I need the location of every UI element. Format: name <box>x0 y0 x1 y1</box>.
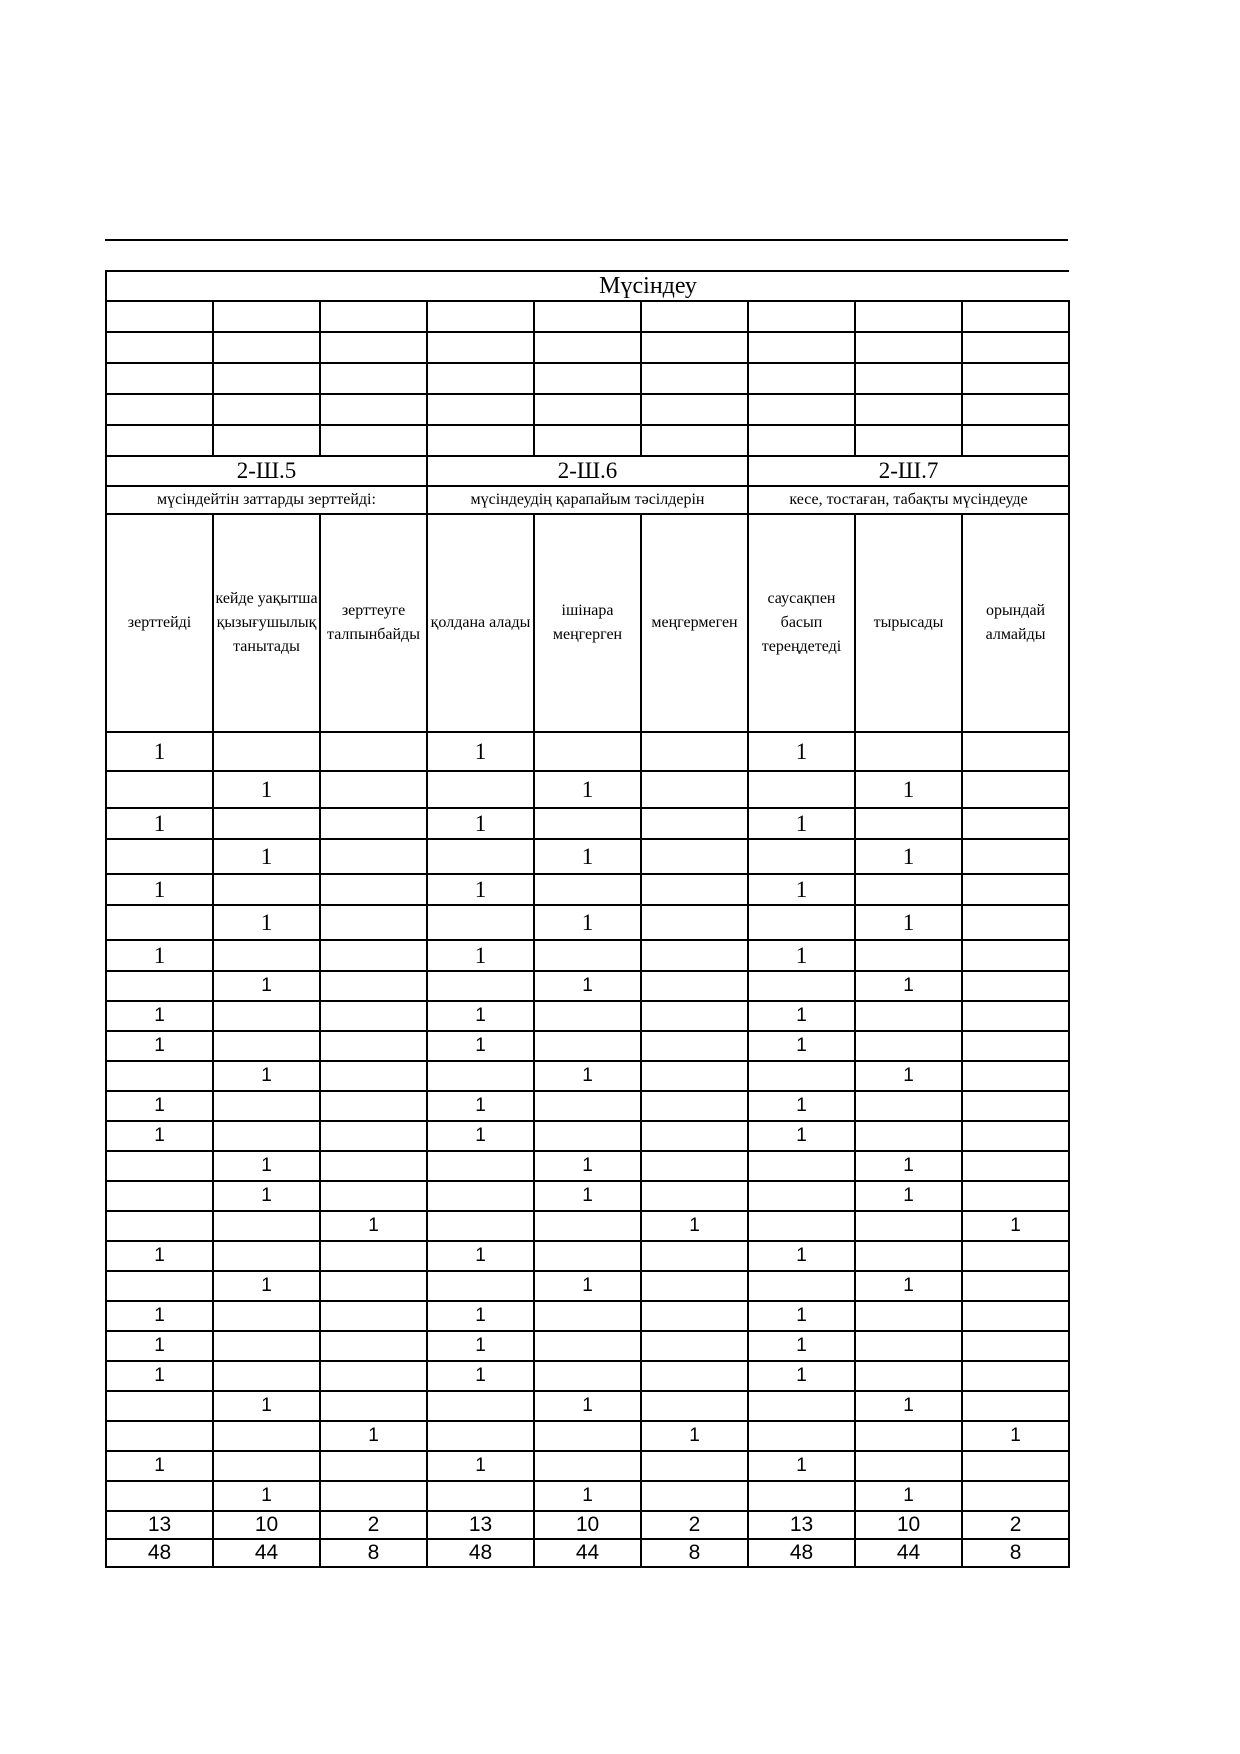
table-row <box>106 1121 1069 1151</box>
mark-cell <box>320 1181 427 1211</box>
mark-cell <box>641 1151 748 1181</box>
mark-cell <box>213 732 320 771</box>
group-description: мүсіндейтін заттарды зерттейді: <box>106 486 427 514</box>
mark-cell <box>962 1241 1069 1271</box>
total-cell: 13 <box>427 1511 534 1539</box>
mark-cell: 1 <box>106 1301 213 1331</box>
table-row <box>106 732 1069 771</box>
mark-cell: 1 <box>855 1181 962 1211</box>
mark-cell: 1 <box>106 1091 213 1121</box>
mark-cell <box>534 1121 641 1151</box>
table-row <box>106 1031 1069 1061</box>
mark-cell <box>106 771 213 808</box>
mark-cell: 1 <box>106 1001 213 1031</box>
mark-cell: 1 <box>106 1331 213 1361</box>
mark-cell <box>641 1301 748 1331</box>
table-row <box>106 1271 1069 1301</box>
mark-cell: 1 <box>534 771 641 808</box>
assessment-table <box>105 270 1070 1568</box>
mark-cell: 1 <box>748 808 855 839</box>
mark-cell <box>213 1361 320 1391</box>
mark-cell <box>641 1271 748 1301</box>
mark-cell: 1 <box>534 1151 641 1181</box>
mark-cell: 1 <box>534 1061 641 1091</box>
mark-cell <box>427 1151 534 1181</box>
column-header: меңгермеген <box>641 514 748 732</box>
mark-cell <box>962 1181 1069 1211</box>
totals-row <box>106 1511 1069 1539</box>
total-cell: 2 <box>641 1511 748 1539</box>
mark-cell: 1 <box>106 1241 213 1271</box>
mark-cell: 1 <box>855 971 962 1001</box>
mark-cell <box>855 1301 962 1331</box>
mark-cell: 1 <box>962 1211 1069 1241</box>
mark-cell <box>855 1331 962 1361</box>
mark-cell <box>534 1331 641 1361</box>
mark-cell <box>534 732 641 771</box>
mark-cell <box>748 1181 855 1211</box>
column-header: кейде уақытша қызығушылық танытады <box>213 514 320 732</box>
mark-cell: 1 <box>427 1451 534 1481</box>
mark-cell: 1 <box>534 1481 641 1511</box>
total-cell: 10 <box>534 1511 641 1539</box>
mark-cell <box>641 1031 748 1061</box>
mark-cell <box>962 874 1069 905</box>
blank-row <box>106 301 1069 332</box>
mark-cell <box>213 874 320 905</box>
blank-row <box>106 363 1069 394</box>
mark-cell <box>641 839 748 874</box>
mark-cell: 1 <box>534 1181 641 1211</box>
mark-cell <box>106 1181 213 1211</box>
mark-cell: 1 <box>427 874 534 905</box>
mark-cell <box>320 1241 427 1271</box>
mark-cell: 1 <box>748 1121 855 1151</box>
table-row <box>106 905 1069 940</box>
mark-cell: 1 <box>213 771 320 808</box>
column-header: зерттеуге талпынбайды <box>320 514 427 732</box>
mark-cell <box>427 1211 534 1241</box>
mark-cell: 1 <box>855 1481 962 1511</box>
mark-cell: 1 <box>748 1001 855 1031</box>
mark-cell <box>855 808 962 839</box>
mark-cell: 1 <box>855 1391 962 1421</box>
mark-cell <box>748 771 855 808</box>
mark-cell <box>427 1181 534 1211</box>
mark-cell <box>106 1151 213 1181</box>
column-header: ішінара меңгерген <box>534 514 641 732</box>
mark-cell: 1 <box>213 1061 320 1091</box>
mark-cell <box>641 874 748 905</box>
mark-cell <box>213 1241 320 1271</box>
mark-cell <box>962 1151 1069 1181</box>
mark-cell: 1 <box>213 1181 320 1211</box>
mark-cell <box>641 1391 748 1421</box>
table-row <box>106 771 1069 808</box>
mark-cell: 1 <box>641 1421 748 1451</box>
blank-row <box>106 425 1069 456</box>
mark-cell <box>855 1121 962 1151</box>
mark-cell <box>320 971 427 1001</box>
table-title: Мүсіндеу <box>106 271 1069 301</box>
mark-cell <box>962 1031 1069 1061</box>
mark-cell: 1 <box>748 1361 855 1391</box>
mark-cell <box>320 1361 427 1391</box>
table-row <box>106 940 1069 971</box>
mark-cell <box>855 940 962 971</box>
total-cell: 2 <box>320 1511 427 1539</box>
percentage-cell: 44 <box>855 1539 962 1567</box>
mark-cell <box>855 1241 962 1271</box>
mark-cell <box>320 1091 427 1121</box>
group-code: 2-Ш.5 <box>106 456 427 486</box>
mark-cell <box>320 732 427 771</box>
mark-cell <box>534 1211 641 1241</box>
mark-cell: 1 <box>213 1271 320 1301</box>
mark-cell <box>320 1031 427 1061</box>
mark-cell: 1 <box>106 1031 213 1061</box>
mark-cell <box>106 1211 213 1241</box>
mark-cell: 1 <box>855 771 962 808</box>
mark-cell: 1 <box>534 1271 641 1301</box>
mark-cell <box>855 1031 962 1061</box>
mark-cell <box>962 1451 1069 1481</box>
percentage-cell: 8 <box>962 1539 1069 1567</box>
percentage-cell: 48 <box>748 1539 855 1567</box>
mark-cell <box>427 1061 534 1091</box>
group-description: мүсіндеудің қарапайым тәсілдерін <box>427 486 748 514</box>
mark-cell <box>534 1361 641 1391</box>
mark-cell: 1 <box>427 1091 534 1121</box>
mark-cell <box>320 1271 427 1301</box>
mark-cell: 1 <box>106 940 213 971</box>
mark-cell <box>641 1331 748 1361</box>
mark-cell <box>427 1481 534 1511</box>
mark-cell <box>962 1391 1069 1421</box>
percentages-row <box>106 1539 1069 1567</box>
mark-cell <box>213 1091 320 1121</box>
column-header: орындай алмайды <box>962 514 1069 732</box>
mark-cell <box>962 1361 1069 1391</box>
mark-cell: 1 <box>534 971 641 1001</box>
mark-cell <box>106 1421 213 1451</box>
percentage-cell: 44 <box>534 1539 641 1567</box>
mark-cell <box>641 1481 748 1511</box>
mark-cell <box>641 1181 748 1211</box>
table-row <box>106 1061 1069 1091</box>
mark-cell <box>320 1001 427 1031</box>
column-header: зерттейді <box>106 514 213 732</box>
column-header: саусақпен басып тереңдетеді <box>748 514 855 732</box>
mark-cell: 1 <box>748 940 855 971</box>
mark-cell: 1 <box>106 874 213 905</box>
total-cell: 2 <box>962 1511 1069 1539</box>
mark-cell: 1 <box>427 1301 534 1331</box>
mark-cell <box>320 808 427 839</box>
mark-cell <box>641 808 748 839</box>
mark-cell <box>641 1091 748 1121</box>
mark-cell <box>213 1421 320 1451</box>
percentage-cell: 48 <box>106 1539 213 1567</box>
mark-cell <box>320 1451 427 1481</box>
mark-cell <box>641 971 748 1001</box>
mark-cell <box>855 1211 962 1241</box>
table-row <box>106 1481 1069 1511</box>
percentage-cell: 48 <box>427 1539 534 1567</box>
mark-cell <box>427 971 534 1001</box>
mark-cell <box>641 732 748 771</box>
mark-cell: 1 <box>427 940 534 971</box>
mark-cell <box>641 940 748 971</box>
mark-cell <box>534 1421 641 1451</box>
mark-cell: 1 <box>320 1421 427 1451</box>
column-header: тырысады <box>855 514 962 732</box>
mark-cell <box>534 808 641 839</box>
mark-cell <box>213 940 320 971</box>
group-code: 2-Ш.7 <box>748 456 1069 486</box>
mark-cell <box>534 1001 641 1031</box>
mark-cell <box>427 771 534 808</box>
mark-cell <box>427 905 534 940</box>
table-row <box>106 1241 1069 1271</box>
mark-cell: 1 <box>534 839 641 874</box>
mark-cell: 1 <box>427 1331 534 1361</box>
table-row <box>106 1451 1069 1481</box>
mark-cell <box>641 1121 748 1151</box>
mark-cell: 1 <box>213 1151 320 1181</box>
mark-cell: 1 <box>427 732 534 771</box>
mark-cell <box>320 1301 427 1331</box>
mark-cell <box>641 1001 748 1031</box>
mark-cell <box>641 905 748 940</box>
mark-cell: 1 <box>855 839 962 874</box>
mark-cell <box>213 1331 320 1361</box>
mark-cell <box>534 874 641 905</box>
table-row <box>106 1421 1069 1451</box>
mark-cell: 1 <box>534 905 641 940</box>
table-row <box>106 874 1069 905</box>
mark-cell <box>641 1241 748 1271</box>
mark-cell <box>748 1391 855 1421</box>
mark-cell <box>213 1001 320 1031</box>
mark-cell <box>213 1211 320 1241</box>
percentage-cell: 44 <box>213 1539 320 1567</box>
top-rule <box>105 239 1068 241</box>
mark-cell <box>213 1121 320 1151</box>
mark-cell: 1 <box>213 839 320 874</box>
mark-cell <box>320 1391 427 1421</box>
mark-cell <box>748 905 855 940</box>
mark-cell <box>962 940 1069 971</box>
mark-cell: 1 <box>213 971 320 1001</box>
mark-cell <box>962 771 1069 808</box>
mark-cell: 1 <box>213 1481 320 1511</box>
mark-cell <box>641 1361 748 1391</box>
mark-cell <box>962 1061 1069 1091</box>
table-row <box>106 1151 1069 1181</box>
mark-cell <box>320 1121 427 1151</box>
table-row <box>106 971 1069 1001</box>
mark-cell <box>534 940 641 971</box>
mark-cell <box>427 1271 534 1301</box>
mark-cell <box>427 839 534 874</box>
mark-cell <box>962 971 1069 1001</box>
mark-cell <box>320 1151 427 1181</box>
blank-row <box>106 394 1069 425</box>
table-row <box>106 1301 1069 1331</box>
mark-cell <box>534 1241 641 1271</box>
mark-cell: 1 <box>748 1241 855 1271</box>
mark-cell: 1 <box>855 905 962 940</box>
mark-cell <box>748 971 855 1001</box>
mark-cell <box>320 874 427 905</box>
mark-cell <box>213 1301 320 1331</box>
percentage-cell: 8 <box>641 1539 748 1567</box>
mark-cell <box>106 1391 213 1421</box>
table-row <box>106 1001 1069 1031</box>
mark-cell <box>962 1301 1069 1331</box>
table-row <box>106 1331 1069 1361</box>
mark-cell <box>748 1481 855 1511</box>
mark-cell: 1 <box>641 1211 748 1241</box>
mark-cell <box>320 771 427 808</box>
total-cell: 10 <box>213 1511 320 1539</box>
mark-cell: 1 <box>748 1031 855 1061</box>
mark-cell <box>106 971 213 1001</box>
mark-cell <box>962 1001 1069 1031</box>
percentage-cell: 8 <box>320 1539 427 1567</box>
mark-cell: 1 <box>213 905 320 940</box>
mark-cell <box>962 905 1069 940</box>
mark-cell: 1 <box>855 1151 962 1181</box>
mark-cell <box>962 1121 1069 1151</box>
table-row <box>106 1091 1069 1121</box>
mark-cell <box>534 1031 641 1061</box>
mark-cell: 1 <box>427 1121 534 1151</box>
mark-cell <box>855 1361 962 1391</box>
table-row <box>106 1361 1069 1391</box>
mark-cell <box>641 1061 748 1091</box>
mark-cell <box>962 1481 1069 1511</box>
mark-cell <box>641 771 748 808</box>
table-row <box>106 1211 1069 1241</box>
mark-cell <box>855 1001 962 1031</box>
mark-cell: 1 <box>106 1121 213 1151</box>
mark-cell <box>106 1061 213 1091</box>
mark-cell <box>855 1421 962 1451</box>
mark-cell <box>748 1271 855 1301</box>
mark-cell <box>962 839 1069 874</box>
mark-cell: 1 <box>427 1031 534 1061</box>
mark-cell <box>320 1061 427 1091</box>
mark-cell: 1 <box>427 1241 534 1271</box>
mark-cell <box>855 1091 962 1121</box>
mark-cell <box>962 732 1069 771</box>
mark-cell: 1 <box>106 808 213 839</box>
total-cell: 13 <box>748 1511 855 1539</box>
mark-cell <box>320 1481 427 1511</box>
mark-cell <box>748 1061 855 1091</box>
mark-cell <box>213 1451 320 1481</box>
column-header: қолдана алады <box>427 514 534 732</box>
table-row <box>106 808 1069 839</box>
mark-cell: 1 <box>748 874 855 905</box>
blank-row <box>106 332 1069 363</box>
mark-cell <box>748 1211 855 1241</box>
table-row <box>106 1181 1069 1211</box>
mark-cell: 1 <box>748 1301 855 1331</box>
mark-cell: 1 <box>106 732 213 771</box>
mark-cell <box>748 1421 855 1451</box>
mark-cell <box>213 808 320 839</box>
mark-cell <box>106 1481 213 1511</box>
mark-cell <box>213 1031 320 1061</box>
mark-cell <box>748 1151 855 1181</box>
mark-cell: 1 <box>427 1001 534 1031</box>
mark-cell: 1 <box>213 1391 320 1421</box>
mark-cell: 1 <box>748 1451 855 1481</box>
mark-cell: 1 <box>106 1451 213 1481</box>
mark-cell: 1 <box>855 1061 962 1091</box>
group-code: 2-Ш.6 <box>427 456 748 486</box>
mark-cell <box>534 1301 641 1331</box>
mark-cell <box>962 1091 1069 1121</box>
group-description: кесе, тостаған, табақты мүсіндеуде <box>748 486 1069 514</box>
mark-cell <box>641 1451 748 1481</box>
mark-cell <box>748 839 855 874</box>
mark-cell <box>320 940 427 971</box>
mark-cell <box>106 905 213 940</box>
mark-cell <box>855 732 962 771</box>
mark-cell <box>962 808 1069 839</box>
mark-cell: 1 <box>427 1361 534 1391</box>
mark-cell <box>106 1271 213 1301</box>
mark-cell: 1 <box>962 1421 1069 1451</box>
mark-cell <box>427 1421 534 1451</box>
mark-cell <box>320 1331 427 1361</box>
table-row <box>106 839 1069 874</box>
mark-cell: 1 <box>534 1391 641 1421</box>
table-row <box>106 1391 1069 1421</box>
total-cell: 13 <box>106 1511 213 1539</box>
mark-cell <box>962 1331 1069 1361</box>
mark-cell: 1 <box>106 1361 213 1391</box>
mark-cell <box>962 1271 1069 1301</box>
mark-cell <box>534 1091 641 1121</box>
mark-cell: 1 <box>320 1211 427 1241</box>
mark-cell <box>855 874 962 905</box>
mark-cell <box>427 1391 534 1421</box>
total-cell: 10 <box>855 1511 962 1539</box>
mark-cell: 1 <box>748 732 855 771</box>
mark-cell: 1 <box>427 808 534 839</box>
mark-cell <box>320 839 427 874</box>
mark-cell <box>534 1451 641 1481</box>
mark-cell: 1 <box>855 1271 962 1301</box>
mark-cell: 1 <box>748 1331 855 1361</box>
mark-cell: 1 <box>748 1091 855 1121</box>
mark-cell <box>106 839 213 874</box>
mark-cell <box>855 1451 962 1481</box>
mark-cell <box>320 905 427 940</box>
